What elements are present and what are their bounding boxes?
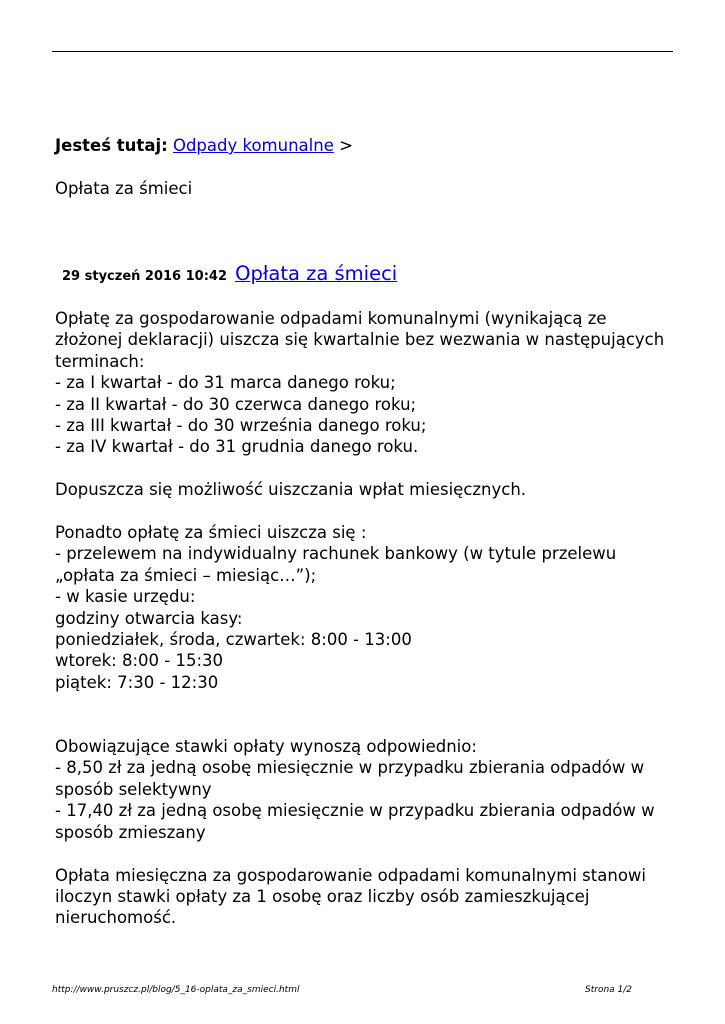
post-header [62, 262, 397, 285]
footer-page-number: Strona 1/2 [585, 985, 633, 995]
cashier-hours-mon-wed-thu: poniedziałek, środa, czwartek: 8:00 - 13:00 [55, 630, 412, 650]
payment-method-transfer: - przelewem na indywidualny rachunek bankowy (w tytule przelewu [55, 544, 617, 564]
cashier-hours-fri: piątek: 7:30 - 12:30 [55, 672, 219, 692]
deadline-q1: - za I kwartał - do 31 marca danego roku; [55, 373, 396, 393]
payment-method-cashier: - w kasie urzędu: [55, 587, 196, 607]
footer-url: http://www.pruszcz.pl/blog/5_16-oplata_za_smieci.html [52, 985, 300, 995]
rates-intro: Obowiązujące stawki opłaty wynoszą odpowiednio: [55, 737, 477, 757]
breadcrumb-separator: > [339, 136, 353, 155]
monthly-payment-note: Dopuszcza się możliwość uiszczania wpłat miesięcznych. [55, 480, 527, 500]
deadline-q2: - za II kwartał - do 30 czerwca danego roku; [55, 394, 417, 414]
cashier-hours-tue: wtorek: 8:00 - 15:30 [55, 651, 224, 671]
fee-summary: Opłata miesięczna za gospodarowanie odpadami komunalnymi stanowi iloczyn stawki opłaty za 1 osobę oraz liczby osób zamieszkującej nieruchomość. [55, 865, 646, 928]
payment-transfer-title: „opłata za śmieci – miesiąc…”); [55, 565, 317, 585]
deadline-q3: - za III kwartał - do 30 września danego roku; [55, 416, 427, 436]
article-intro: Opłatę za gospodarowanie odpadami komunalnymi (wynikającą ze złożonej deklaracji) uiszcza się kwartalnie bez wezwania w następujących terminach: [55, 309, 665, 371]
rate-selective: - 8,50 zł za jedną osobę miesięcznie w przypadku zbierania odpadów w sposób selektywny [55, 758, 645, 799]
post-date: 29 styczeń 2016 10:42 [62, 269, 228, 284]
deadline-q4: - za IV kwartał - do 31 grudnia danego roku. [55, 437, 419, 457]
cashier-hours-label: godziny otwarcia kasy: [55, 608, 243, 628]
breadcrumb [55, 134, 353, 158]
post-title-link[interactable]: Opłata za śmieci [235, 262, 398, 285]
article-body [55, 308, 675, 929]
payment-methods-intro: Ponadto opłatę za śmieci uiszcza się : [55, 523, 367, 543]
breadcrumb-label: Jesteś tutaj: [55, 136, 168, 155]
header-rule [52, 51, 673, 52]
breadcrumb-link-odpady-komunalne[interactable]: Odpady komunalne [172, 136, 334, 155]
rate-mixed: - 17,40 zł za jedną osobę miesięcznie w przypadku zbierania odpadów w sposób zmieszany [55, 801, 655, 842]
page-title: Opłata za śmieci [55, 179, 193, 198]
